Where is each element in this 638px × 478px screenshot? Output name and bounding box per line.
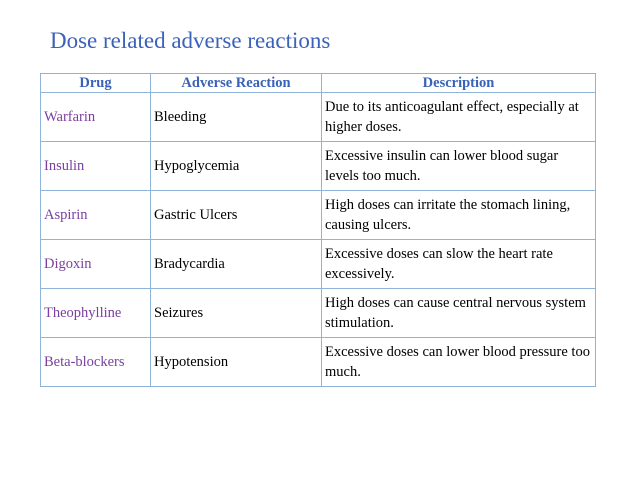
table-header-row xyxy=(41,74,596,93)
reaction-cell: Seizures xyxy=(151,289,322,338)
table-row xyxy=(41,191,596,240)
reaction-cell: Hypotension xyxy=(151,338,322,387)
reaction-cell: Gastric Ulcers xyxy=(151,191,322,240)
table-row xyxy=(41,338,596,387)
table-row xyxy=(41,240,596,289)
drug-cell: Warfarin xyxy=(41,93,151,142)
drug-cell: Insulin xyxy=(41,142,151,191)
table-row xyxy=(41,142,596,191)
drug-cell: Aspirin xyxy=(41,191,151,240)
reaction-cell: Bradycardia xyxy=(151,240,322,289)
description-cell: Excessive doses can slow the heart rate excessively. xyxy=(322,240,596,289)
reaction-cell: Hypoglycemia xyxy=(151,142,322,191)
description-cell: High doses can cause central nervous system stimulation. xyxy=(322,289,596,338)
drug-cell: Digoxin xyxy=(41,240,151,289)
description-cell: Excessive doses can lower blood pressure too much. xyxy=(322,338,596,387)
header-drug: Drug xyxy=(41,74,151,93)
description-cell: Excessive insulin can lower blood sugar levels too much. xyxy=(322,142,596,191)
drug-cell: Theophylline xyxy=(41,289,151,338)
header-adverse-reaction: Adverse Reaction xyxy=(151,74,322,93)
description-cell: Due to its anticoagulant effect, especially at higher doses. xyxy=(322,93,596,142)
table-row xyxy=(41,93,596,142)
reaction-cell: Bleeding xyxy=(151,93,322,142)
header-description: Description xyxy=(322,74,596,93)
description-cell: High doses can irritate the stomach lining, causing ulcers. xyxy=(322,191,596,240)
adverse-reactions-table xyxy=(40,73,596,387)
table-row xyxy=(41,289,596,338)
page-title: Dose related adverse reactions xyxy=(50,28,331,53)
drug-cell: Beta-blockers xyxy=(41,338,151,387)
